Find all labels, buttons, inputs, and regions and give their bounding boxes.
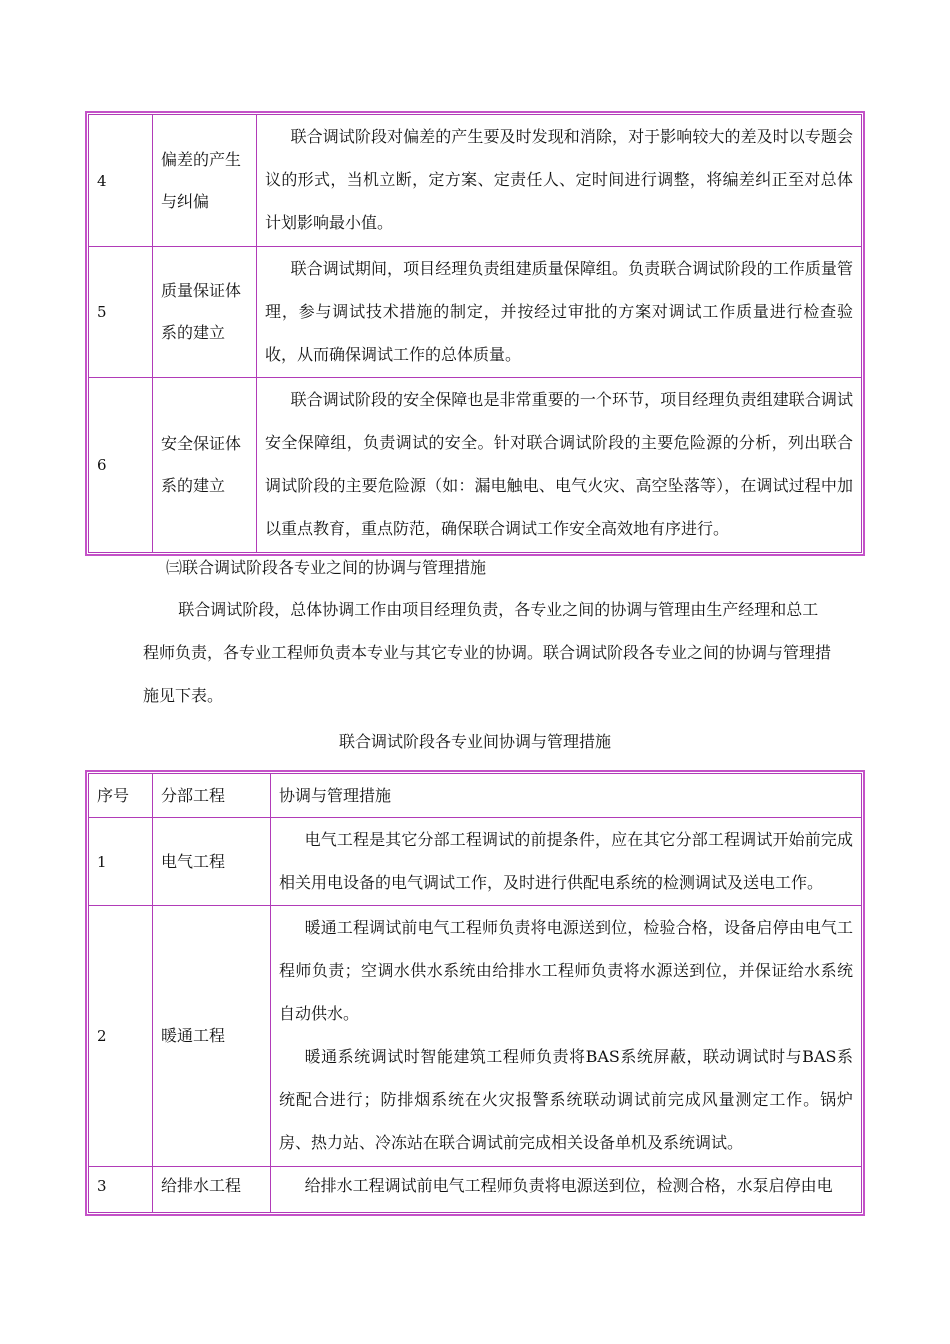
header-measures: 协调与管理措施 <box>271 773 862 818</box>
row-item-name: 给排水工程 <box>153 1167 271 1213</box>
table-row <box>88 378 862 553</box>
row-item-name: 暖通工程 <box>153 906 271 1167</box>
risk-measures-table <box>88 114 862 553</box>
table-row <box>88 818 862 906</box>
description-paragraph: 暖通工程调试前电气工程师负责将电源送到位，检验合格，设备启停由电气工程师负责；空调水供水系统由给排水工程师负责将水源送到位，并保证给水系统自动供水。 <box>279 918 853 1023</box>
row-number: 6 <box>88 378 153 553</box>
row-item-name: 质量保证体系的建立 <box>153 247 257 378</box>
row-description <box>271 906 862 1167</box>
coordination-measures-table <box>88 773 862 1213</box>
table-row <box>88 1167 862 1213</box>
row-description <box>271 818 862 906</box>
row-number: 4 <box>88 114 153 247</box>
row-number: 5 <box>88 247 153 378</box>
table-row <box>88 906 862 1167</box>
row-number: 2 <box>88 906 153 1167</box>
description-paragraph: 给排水工程调试前电气工程师负责将电源送到位，检测合格，水泵启停由电 <box>304 1176 833 1195</box>
table-row <box>88 247 862 378</box>
header-no: 序号 <box>88 773 153 818</box>
section-body-paragraph: 联合调试阶段，总体协调工作由项目经理负责，各专业之间的协调与管理由生产经理和总工程师负责，各专业工程师负责本专业与其它专业的协调。联合调试阶段各专业之间的协调与管理措施见下表。 <box>143 600 832 705</box>
description-paragraph: 联合调试阶段的安全保障也是非常重要的一个环节，项目经理负责组建联合调试安全保障组，负责调试的安全。针对联合调试阶段的主要危险源的分析，列出联合调试阶段的主要危险源（如：漏电触电、电气火灾、高空坠落等），在调试过程中加以重点教育，重点防范，确保联合调试工作安全高效地有序进行。 <box>265 390 853 538</box>
section-heading: ㈢联合调试阶段各专业之间的协调与管理措施 <box>166 558 487 577</box>
row-number: 1 <box>88 818 153 906</box>
row-number: 3 <box>88 1167 153 1213</box>
description-paragraph: 暖通系统调试时智能建筑工程师负责将BAS系统屏蔽，联动调试时与BAS系统配合进行；防排烟系统在火灾报警系统联动调试前完成风量测定工作。锅炉房、热力站、冷冻站在联合调试前完成相关设备单机及系统调试。 <box>279 1047 853 1152</box>
table-caption: 联合调试阶段各专业间协调与管理措施 <box>338 732 611 751</box>
table-row <box>88 114 862 247</box>
row-description <box>271 1167 862 1213</box>
table-header-row <box>88 773 862 818</box>
row-item-name: 偏差的产生与纠偏 <box>153 114 257 247</box>
row-description <box>257 247 862 378</box>
row-description <box>257 114 862 247</box>
header-division: 分部工程 <box>153 773 271 818</box>
description-paragraph: 联合调试阶段对偏差的产生要及时发现和消除，对于影响较大的差及时以专题会议的形式，当机立断，定方案、定责任人、定时间进行调整，将编差纠正至对总体计划影响最小值。 <box>265 127 853 232</box>
row-item-name: 安全保证体系的建立 <box>153 378 257 553</box>
description-paragraph: 电气工程是其它分部工程调试的前提条件，应在其它分部工程调试开始前完成相关用电设备的电气调试工作，及时进行供配电系统的检测调试及送电工作。 <box>279 830 853 892</box>
description-paragraph: 联合调试期间，项目经理负责组建质量保障组。负责联合调试阶段的工作质量管理，参与调试技术措施的制定，并按经过审批的方案对调试工作质量进行检查验收，从而确保调试工作的总体质量。 <box>265 259 853 364</box>
row-description <box>257 378 862 553</box>
row-item-name: 电气工程 <box>153 818 271 906</box>
